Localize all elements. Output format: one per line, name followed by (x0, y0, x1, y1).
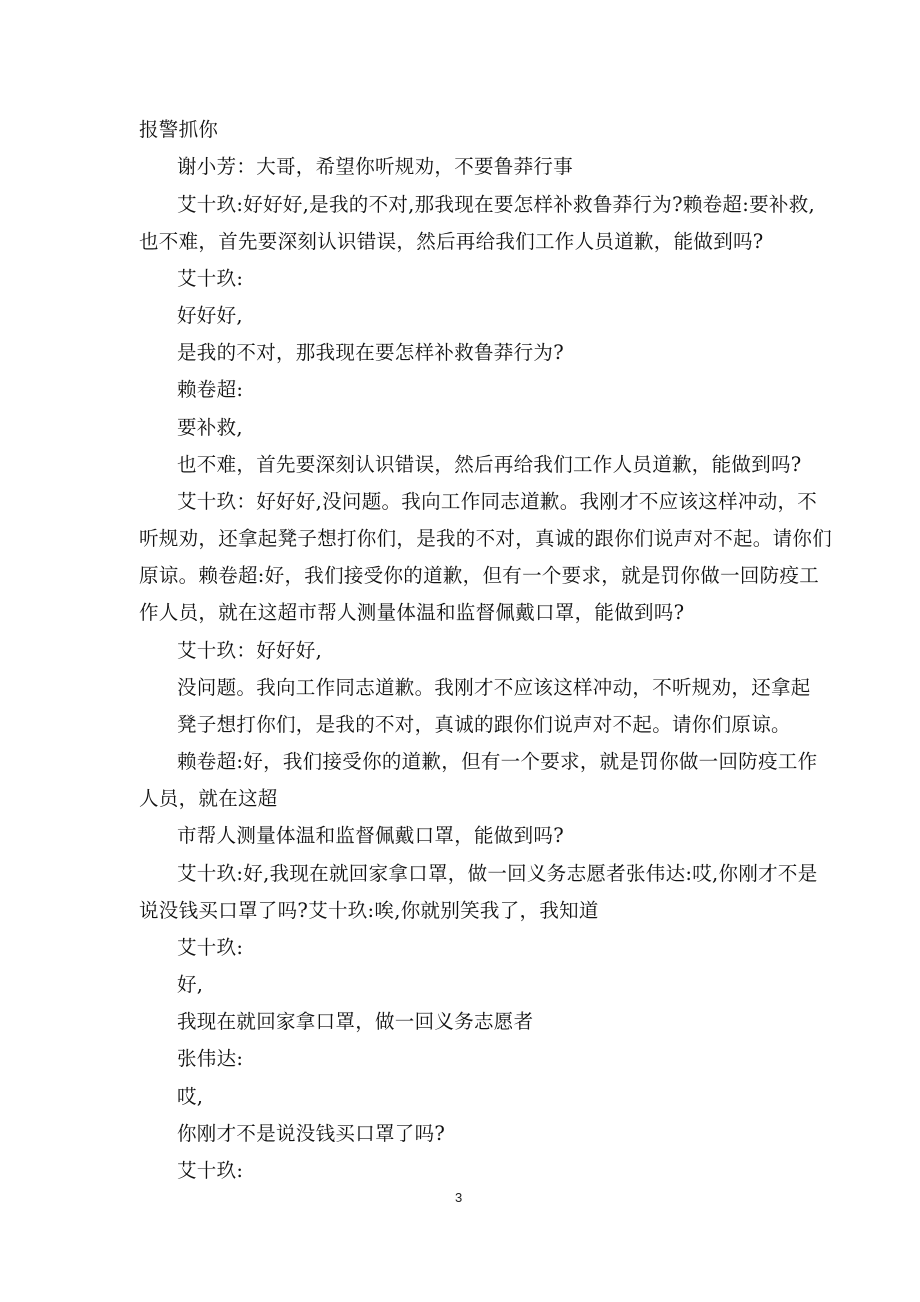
text-line: 没问题。我向工作同志道歉。我刚才不应该这样冲动，不听规劝，还拿起 (177, 676, 811, 699)
text-line: 艾十玖:好,我现在就回家拿口罩，做一回义务志愿者张伟达:哎,你刚才不是 (177, 862, 818, 885)
text-line: 艾十玖: (177, 936, 244, 959)
text-line: 好, (177, 973, 204, 996)
text-line: 作人员，就在这超市帮人测量体温和监督佩戴口罩，能做到吗? (139, 601, 685, 624)
text-line: 要补救, (177, 416, 243, 439)
text-line: 也不难，首先要深刻认识错误，然后再给我们工作人员道歉，能做到吗? (177, 453, 802, 476)
text-line: 艾十玖：好好好,没问题。我向工作同志道歉。我刚才不应该这样冲动，不 (177, 490, 818, 513)
text-line: 艾十玖:好好好,是我的不对,那我现在要怎样补救鲁莽行为?赖卷超:要补救, (177, 193, 815, 216)
text-line: 赖卷超: (177, 378, 244, 401)
text-line: 艾十玖：好好好, (177, 639, 323, 662)
text-line: 哎, (177, 1085, 204, 1108)
text-line: 说没钱买口罩了吗?艾十玖:唉,你就别笑我了，我知道 (139, 899, 599, 922)
text-line: 市帮人测量体温和监督佩戴口罩，能做到吗? (177, 824, 564, 847)
text-line: 张伟达: (177, 1047, 244, 1070)
text-line: 报警抓你 (139, 118, 219, 141)
text-line: 凳子想打你们，是我的不对，真诚的跟你们说声对不起。请你们原谅。 (177, 713, 791, 736)
text-line: 原谅。赖卷超:好，我们接受你的道歉，但有一个要求，就是罚你做一回防疫工 (139, 564, 820, 587)
text-line: 艾十玖: (177, 1159, 244, 1182)
text-line: 人员，就在这超 (139, 787, 278, 810)
text-line: 赖卷超:好，我们接受你的道歉，但有一个要求，就是罚你做一回防疫工作 (177, 750, 818, 773)
text-line: 听规劝，还拿起凳子想打你们，是我的不对，真诚的跟你们说声对不起。请你们 (139, 527, 833, 550)
text-line: 也不难，首先要深刻认识错误，然后再给我们工作人员道歉，能做到吗? (139, 230, 764, 253)
text-line: 是我的不对，那我现在要怎样补救鲁莽行为? (177, 341, 564, 364)
text-line: 你刚才不是说没钱买口罩了吗? (177, 1122, 446, 1145)
text-line: 艾十玖: (177, 267, 244, 290)
text-line: 好好好, (177, 304, 243, 327)
text-line: 我现在就回家拿口罩，做一回义务志愿者 (177, 1010, 534, 1033)
text-line: 谢小芳：大哥，希望你听规劝，不要鲁莽行事 (177, 155, 574, 178)
page-number: 3 (455, 1190, 463, 1205)
